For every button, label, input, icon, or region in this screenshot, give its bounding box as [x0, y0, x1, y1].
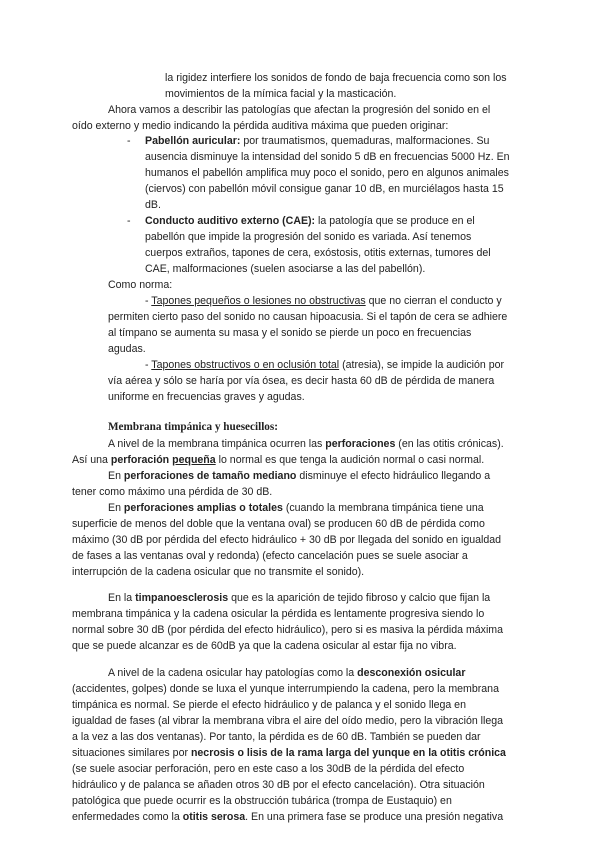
text-line	[145, 358, 504, 374]
text-span: A nivel de la membrana timpánica ocurren las	[108, 438, 326, 450]
text-line	[108, 666, 465, 682]
text-line: CAE, malformaciones (suelen asociarse a las del pabellón).	[145, 263, 426, 275]
text-span: por traumatismos, quemaduras, malformaciones. Su	[240, 135, 490, 147]
text-line: (accidentes, golpes) donde se luxa el yunque interrumpiendo la cadena, pero la membrana	[72, 683, 499, 695]
text-line: igualdad de fases (al vibrar la membrana vibra el aire del oído medio, pero la vibración llega	[72, 715, 504, 727]
text-line: tener como máximo una pérdida de 30 dB.	[72, 486, 273, 498]
text-line	[72, 810, 503, 826]
text-line: uniforme en frecuencias graves y agudas.	[108, 391, 305, 403]
text-line: permiten cierto paso del sonido no causan hipoacusia. Si el tapón de cera se adhiere	[108, 311, 508, 323]
text-line	[72, 453, 484, 469]
text-line	[108, 501, 484, 517]
text-span: situaciones similares por	[72, 747, 191, 759]
bold-term: perforaciones amplias o totales	[123, 502, 283, 514]
text-span: -	[145, 359, 152, 371]
text-span: que no cierran el conducto y	[365, 295, 502, 307]
text-line: al tímpano se aumenta su masa y el sonido se pierde un poco en frecuencias	[108, 327, 472, 339]
bold-term: necrosis o lisis de la rama larga del yunque en la otitis crónica	[190, 747, 506, 759]
text-span: (cuando la membrana timpánica tiene una	[282, 502, 484, 514]
bold-term: perforaciones	[325, 438, 396, 450]
text-line: patológica que puede ocurrir es la obstrucción tubárica (trompa de Eustaquio) en	[72, 795, 452, 807]
text-line: hidráulico y de palanca se añaden otros 30 dB por el efecto cancelación). Otra situación	[72, 779, 485, 791]
section-heading: Membrana timpánica y huesecillos:	[108, 421, 278, 433]
text-span: En la	[108, 592, 136, 604]
text-line: superficie de menos del doble que la ventana oval) se producen 60 dB de pérdida como	[72, 518, 485, 530]
text-line	[145, 294, 502, 310]
text-line: vía aérea y sólo se haría por vía ósea, es decir hasta 60 dB de pérdida de manera	[108, 375, 495, 387]
bold-term: timpanoesclerosis	[135, 592, 229, 604]
text-line: Ahora vamos a describir las patologías que afectan la progresión del sonido en el	[108, 104, 491, 116]
text-line: normal sobre 30 dB (por pérdida del efecto hidráulico), pero si es masiva la pérdida máxima	[72, 624, 504, 636]
text-span: enfermedades como la	[72, 811, 183, 823]
text-span: (en las otitis crónicas).	[395, 438, 504, 450]
text-span: que es la aparición de tejido fibroso y calcio que fijan la	[228, 592, 491, 604]
text-line: timpánica es normal. Se pierde el efecto hidráulico y de palanca y el sonido llega en	[72, 699, 466, 711]
text-span: lo normal es que tenga la audición normal o casi normal.	[215, 454, 485, 466]
text-line: humanos el pabellón amplifica muy poco el sonido, pero en algunos animales	[145, 167, 509, 179]
bold-term: desconexión osicular	[357, 667, 466, 679]
text-span: Así una	[72, 454, 111, 466]
text-line: oído externo y medio indicando la pérdida auditiva máxima que pueden originar:	[72, 120, 449, 132]
text-line: la rigidez interfiere los sonidos de fondo de baja frecuencia como son los	[165, 72, 507, 84]
bold-term: otitis serosa	[182, 811, 246, 823]
text-line: movimientos de la mímica facial y la masticación.	[165, 88, 397, 100]
text-span: disminuye el efecto hidráulico llegando a	[296, 470, 491, 482]
text-line	[108, 437, 504, 453]
bullet-title: Pabellón auricular:	[145, 135, 241, 147]
text-line: membrana timpánica y la cadena osicular la pérdida es lentamente progresiva siendo lo	[72, 608, 485, 620]
text-span: En	[108, 502, 124, 514]
text-line	[145, 214, 475, 230]
text-line: (se suele asociar perforación, pero en este caso a los 30dB de la pérdida del efecto	[72, 763, 465, 775]
text-line: máximo (30 dB por pérdida del efecto hidráulico + 30 dB por llegada del sonido en igualdad	[72, 534, 502, 546]
text-span: A nivel de la cadena osicular hay patologías como la	[108, 667, 358, 679]
text-line	[72, 746, 506, 762]
text-line	[108, 591, 490, 607]
bold-underlined-term: pequeña	[172, 454, 216, 466]
text-line: agudas.	[108, 343, 146, 355]
text-line: a la vez a las dos ventanas). Por tanto, la pérdida es de 60 dB. También se pueden dar	[72, 731, 481, 743]
text-line: de fases a las ventanas oval y redonda) (efecto cancelación pues se suele asociar a	[72, 550, 468, 562]
text-line: pabellón que impide la progresión del sonido es variada. Así tenemos	[145, 231, 472, 243]
bullet-dash: -	[127, 135, 131, 147]
bullet-dash: -	[127, 215, 131, 227]
text-line: ausencia disminuye la intensidad del sonido 5 dB en frecuencias 5000 Hz. En	[145, 151, 510, 163]
bold-term: perforación	[110, 454, 173, 466]
text-line: cuerpos extraños, tapones de cera, exóstosis, otitis externas, tumores del	[145, 247, 491, 259]
section-label: Como norma:	[108, 279, 173, 291]
text-span: la patología que se produce en el	[315, 215, 475, 227]
text-line: interrupción de la cadena osicular que no transmite el sonido).	[72, 566, 365, 578]
text-line: dB.	[145, 199, 161, 211]
text-line: que se puede alcanzar es de 60dB ya que la cadena osicular al estar fija no vibra.	[72, 640, 457, 652]
text-span: En	[108, 470, 124, 482]
bullet-title: Conducto auditivo externo (CAE):	[145, 215, 316, 227]
text-line: (ciervos) con pabellón móvil consigue ganar 10 dB, en murciélagos hasta 15	[145, 183, 504, 195]
bold-term: perforaciones de tamaño mediano	[123, 470, 297, 482]
underlined-term: Tapones pequeños o lesiones no obstructivas	[151, 295, 366, 307]
text-line	[108, 469, 490, 485]
underlined-term: Tapones obstructivos o en oclusión total	[151, 359, 340, 371]
text-span: -	[145, 295, 152, 307]
text-span: (atresia), se impide la audición por	[339, 359, 505, 371]
text-span: . En una primera fase se produce una presión negativa	[245, 811, 504, 823]
text-line	[145, 134, 489, 150]
